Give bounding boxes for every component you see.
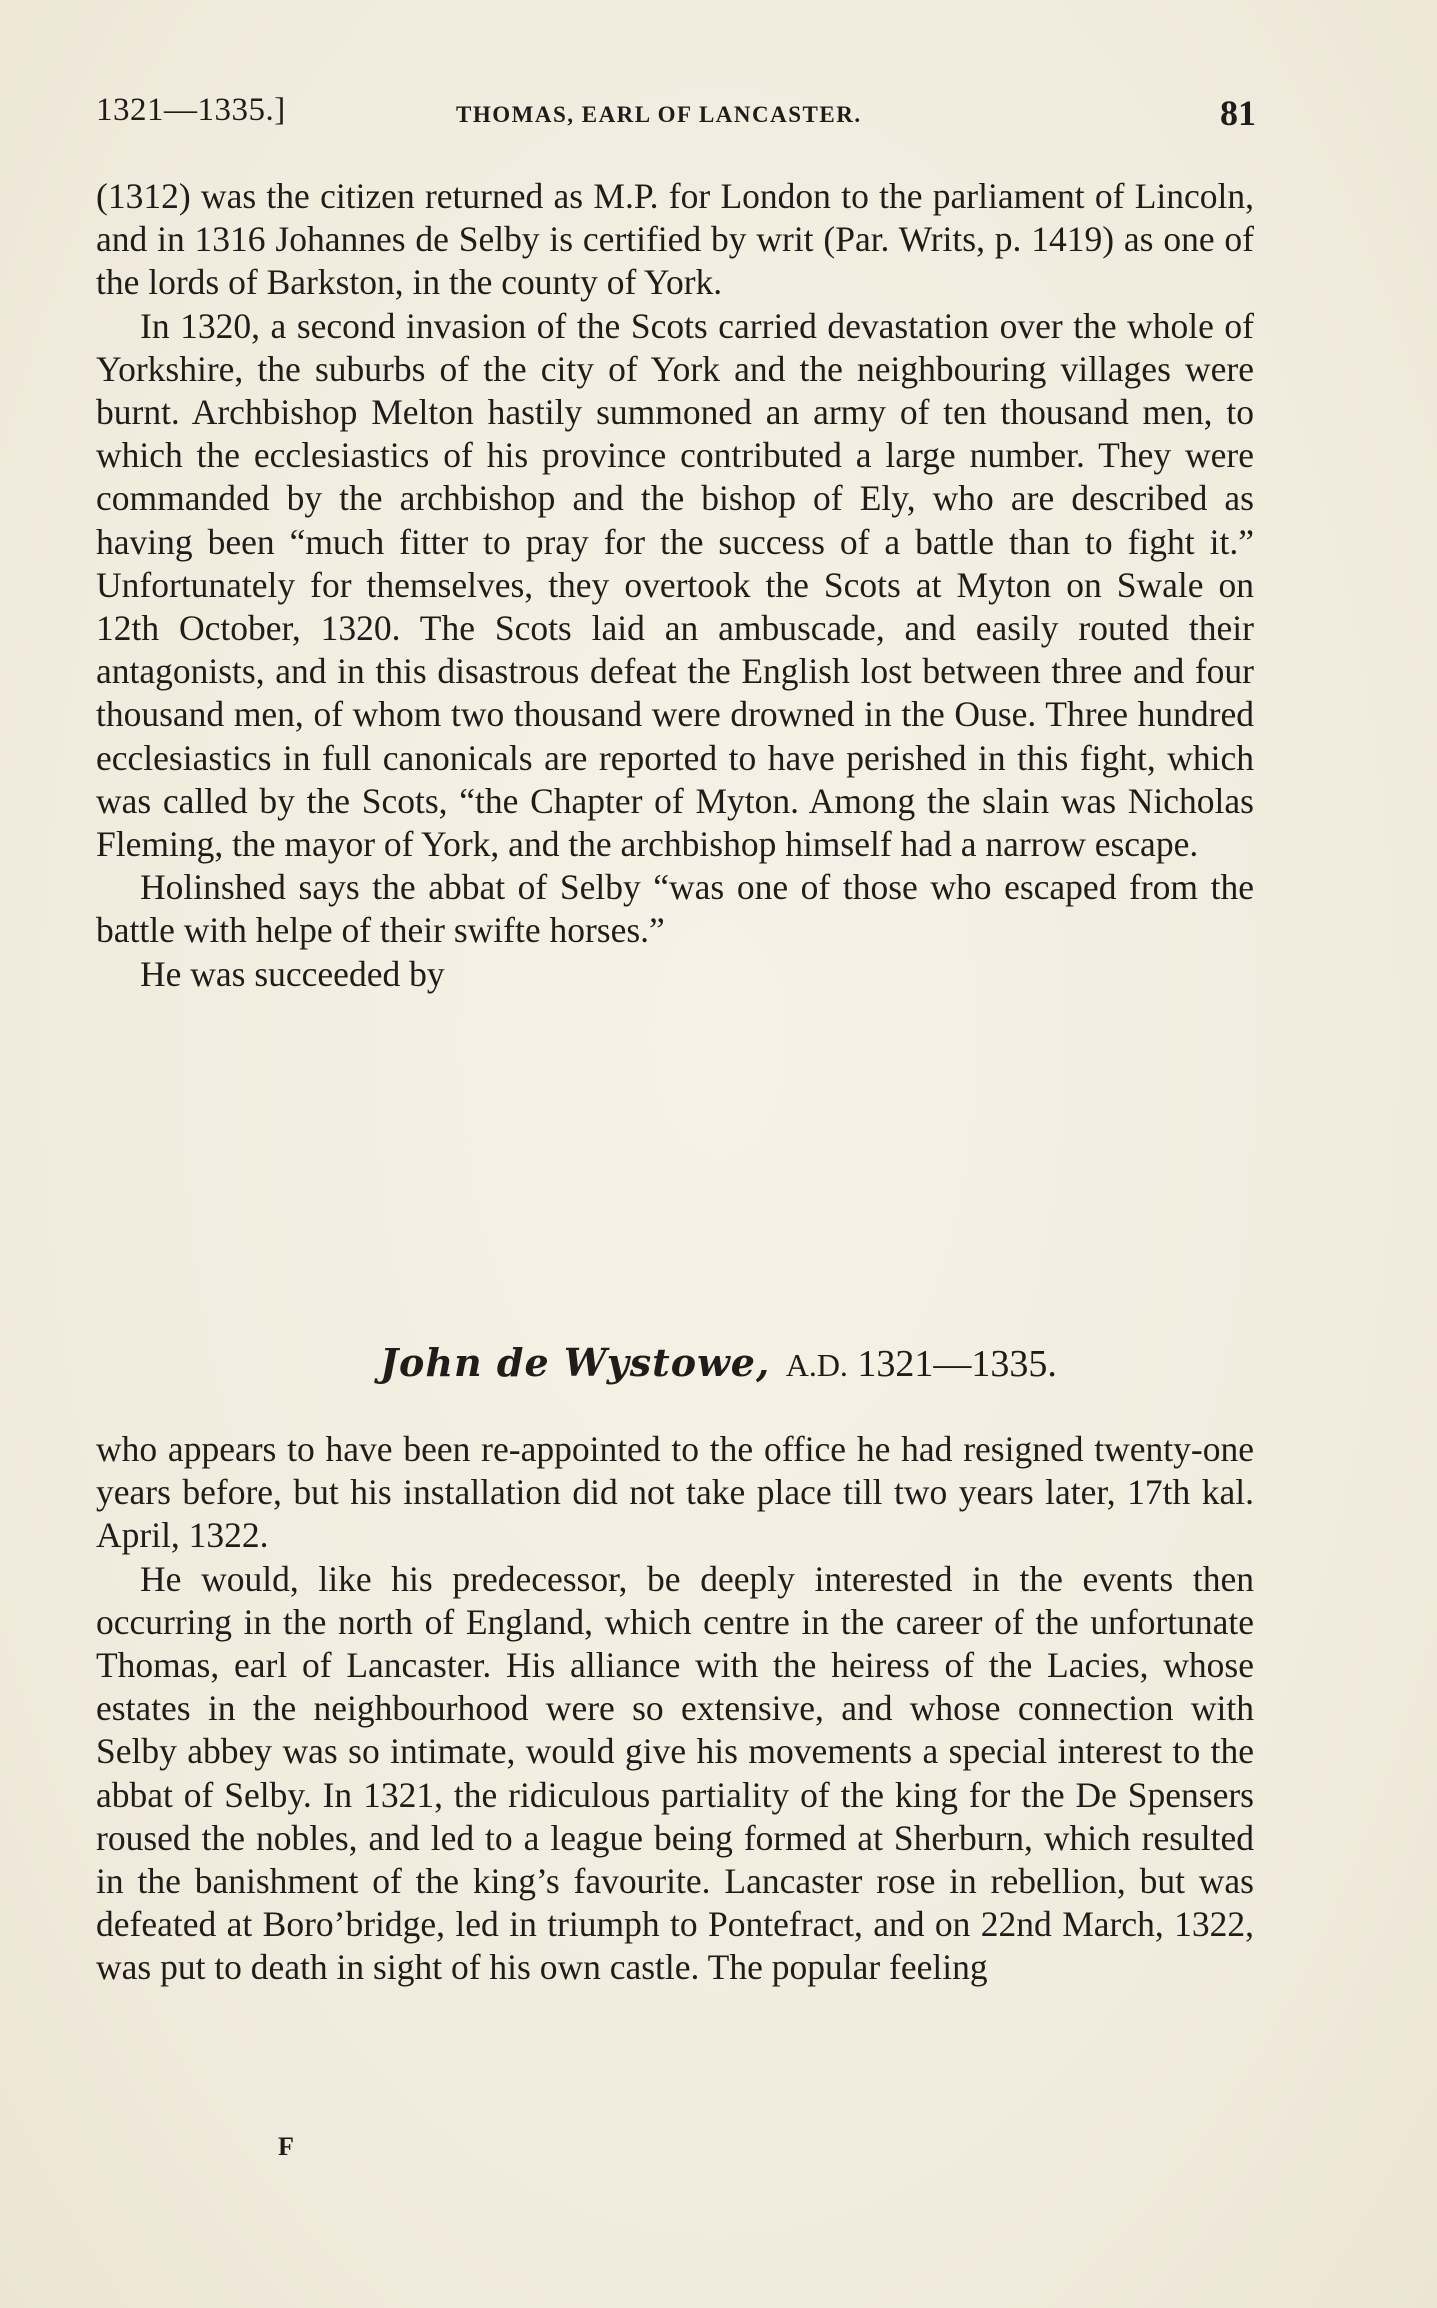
signature-mark: F bbox=[278, 2132, 294, 2161]
section-heading bbox=[0, 1340, 1437, 1386]
paragraph: Holinshed says the abbat of Selby “was one of those who escaped from the battle with helpe of their swifte horses.” bbox=[96, 867, 1254, 951]
running-header bbox=[96, 92, 1256, 142]
paragraph: (1312) was the citizen returned as M.P. for London to the parliament of Lincoln, and in 1316 Johannes de Selby is certified by writ (Par. Writs, p. 1419) as one of the lords of Barkston, in the county of York. bbox=[96, 176, 1254, 303]
header-date-range: 1321—1335.] bbox=[96, 92, 286, 128]
paragraph: who appears to have been re-appointed to the office he had resigned twenty-one years before, but his installation did not take place till two years later, 17th kal. April, 1322. bbox=[96, 1429, 1254, 1556]
paragraph: He would, like his predecessor, be deeply interested in the events then occurring in the north of England, which centre in the career of the unfortunate Thomas, earl of Lancaster. His alliance with the heiress of the Lacies, whose estates in the neighbourhood were so extensive, and whose connection with Selby abbey was so intimate, would give his movements a special interest to the abbat of Selby. In 1321, the ridiculous partiality of the king for the De Spensers roused the nobles, and led to a league being formed at Sherburn, which resulted in the banishment of the king’s favourite. Lancaster rose in rebellion, but was defeated at Boro’bridge, led in triumph to Pontefract, and on 22nd March, 1322, was put to death in sight of his own castle. The popular feeling bbox=[96, 1558, 1254, 1988]
abbot-years: 1321—1335. bbox=[857, 1343, 1057, 1385]
page-number: 81 bbox=[1220, 93, 1256, 133]
text-block-lower bbox=[96, 1428, 1254, 1990]
text-block-upper bbox=[96, 175, 1254, 996]
paragraph: In 1320, a second invasion of the Scots carried devastation over the whole of Yorkshire, the suburbs of the city of York and the neighbouring villages were burnt. Archbishop Melton hastily summoned an army of ten thousand men, to which the ecclesiastics of his province contributed a large number. They were commanded by the archbishop and the bishop of Ely, who are described as having been “much fitter to pray for the success of a battle than to fight it.” Unfortunately for themselves, they overtook the Scots at Myton on Swale on 12th October, 1320. The Scots laid an ambuscade, and easily routed their antagonists, and in this disastrous defeat the English lost between three and four thousand men, of whom two thousand were drowned in the Ouse. Three hundred ecclesiastics in full canonicals are reported to have perished in this fight, which was called by the Scots, “the Chapter of Myton. Among the slain was Nicholas Fleming, the mayor of York, and the archbishop himself had a narrow escape. bbox=[96, 305, 1254, 865]
paragraph: He was succeeded by bbox=[140, 953, 445, 994]
ad-label: A.D. bbox=[785, 1347, 848, 1383]
header-title: THOMAS, EARL OF LANCASTER. bbox=[456, 102, 862, 127]
abbot-name: John de Wystowe, bbox=[380, 1340, 771, 1385]
